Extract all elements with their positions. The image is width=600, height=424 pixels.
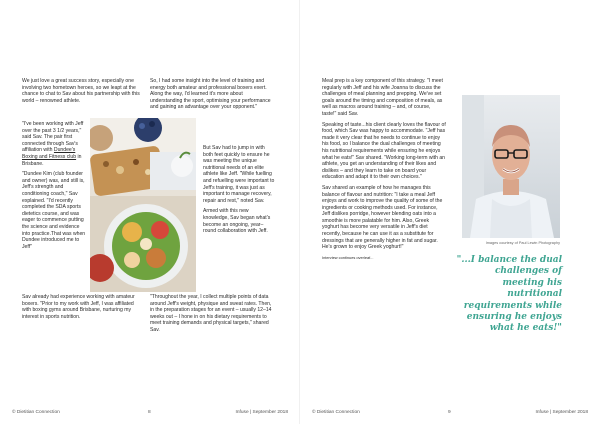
dundee-paragraph: "Dundee Kim (club founder and owner) was, and still is, Jeff's strength and conditioning coach," Sav explained. "I'd recently completed the SDA sports dietetics course, and was eager to commence putting the science and evidence into practice.That was when Dundee introduced me to Jeff" — [22, 171, 86, 250]
portrait-photo — [462, 95, 560, 238]
left-col1-narrow — [22, 121, 88, 254]
left-footer-issue: Infuse | September 2018 — [235, 410, 288, 415]
data-paragraph: "Throughout the year, I collect multiple points of data around Jeff's weight, physique and sweat rates. Then, in the preparation stages for an event – usually 12–14 weeks out – I hone in on his dietary requirements to meet training demands and physical targets," shared Sav. — [150, 294, 272, 333]
insight-paragraph: So, I had some insight into the level of training and energy both amateur and professional boxers exert. Along the way, I'd learned it's more about understanding the sport, optimising your performance and gaining an advantage over your opponent." — [150, 78, 271, 111]
right-page-number: 9 — [448, 410, 451, 415]
left-col2-top — [150, 78, 276, 115]
food-image — [90, 118, 196, 292]
meal-prep-paragraph: Meal prep is a key component of this strategy. "I meet regularly with Jeff and his wife Joanna to discuss the challenges of meal planning and prepping. We've set goals around the timing and composition of meals, as well as macros around training – and, of course, taste!" said Sav. — [322, 78, 443, 117]
left-col2-narrow — [203, 145, 275, 239]
right-column — [322, 78, 446, 265]
quote-paragraph: "I've been working with Jeff over the past 3 1/2 years," said Sav. The pair first connected through Sav's affiliation with Dundee's Boxing and Fitness club in Brisbane. — [22, 121, 84, 167]
armed-paragraph: Armed with this new knowledge, Sav began what's become an ongoing, year–round collaboration with Jeff. — [203, 208, 271, 235]
boxing-club-link[interactable]: Dundee's Boxing and Fitness club — [22, 147, 77, 160]
left-col1-top — [22, 78, 140, 108]
left-col2-bottom — [150, 294, 276, 338]
right-footer-brand: © Dietitian Connection — [312, 410, 360, 415]
taste-paragraph: Speaking of taste...his client clearly loves the flavour of food, which Sav was happy to accommodate. "Jeff has made it very clear that he needs to continue to enjoy his food, so I balance the dual challenges of meeting his nutritional requirements while ensuring he enjoys what he eats!" Sav shared. "Working long-term with an athlete, you get an understanding of their likes and dislikes – and they learn to take on board your education and adapt it to their own choices." — [322, 121, 446, 181]
food-illustration — [90, 118, 196, 292]
left-col1-bottom — [22, 294, 140, 324]
right-footer-issue: Infuse | September 2018 — [535, 410, 588, 415]
intro-paragraph: We just love a great success story, especially one involving two hometown heroes, so we leapt at the chance to chat to Sav about his partnership with this world – renowned athlete. — [22, 78, 140, 104]
pull-quote: "...I balance the dual challenges of meeting his nutritional requirements while ensuring he enjoys what he eats!" — [456, 255, 562, 334]
left-footer-brand: © Dietitian Connection — [12, 410, 60, 415]
photo-caption: Images courtesy of Paul Lewin Photography — [485, 241, 560, 245]
example-paragraph: Sav shared an example of how he manages this balance of flavour and nutrition: "I take a meal Jeff enjoys and work to improve the quality of some of the ingredients or cooking methods used. For instance, Jeff dislikes porridge, however blending oats into a smoothie is more palatable for him. Also, Greek yoghurt has become very versatile in Jeff's diet recently, because he can use it as a substitute for dressings that are generally higher in fat and sugar. He's grown to enjoy Greek yoghurt!" — [322, 184, 443, 251]
portrait-illustration — [462, 95, 560, 238]
feet-paragraph: But Sav had to jump in with both feet quickly to ensure he was meeting the unique nutritional needs of an elite athlete like Jeff. "While fuelling and refuelling were important to Jeff's training, it was just as important to manage recovery, repair and rest," noted Sav. — [203, 145, 275, 204]
continues-note: Interview continues overleaf... — [322, 254, 374, 260]
left-page-number: 8 — [148, 410, 151, 415]
experience-paragraph: Sav already had experience working with amateur boxers. "Prior to my work with Jeff, I was affiliated with boxing gyms around Brisbane, nurturing my interest in sports nutrition. — [22, 294, 135, 320]
